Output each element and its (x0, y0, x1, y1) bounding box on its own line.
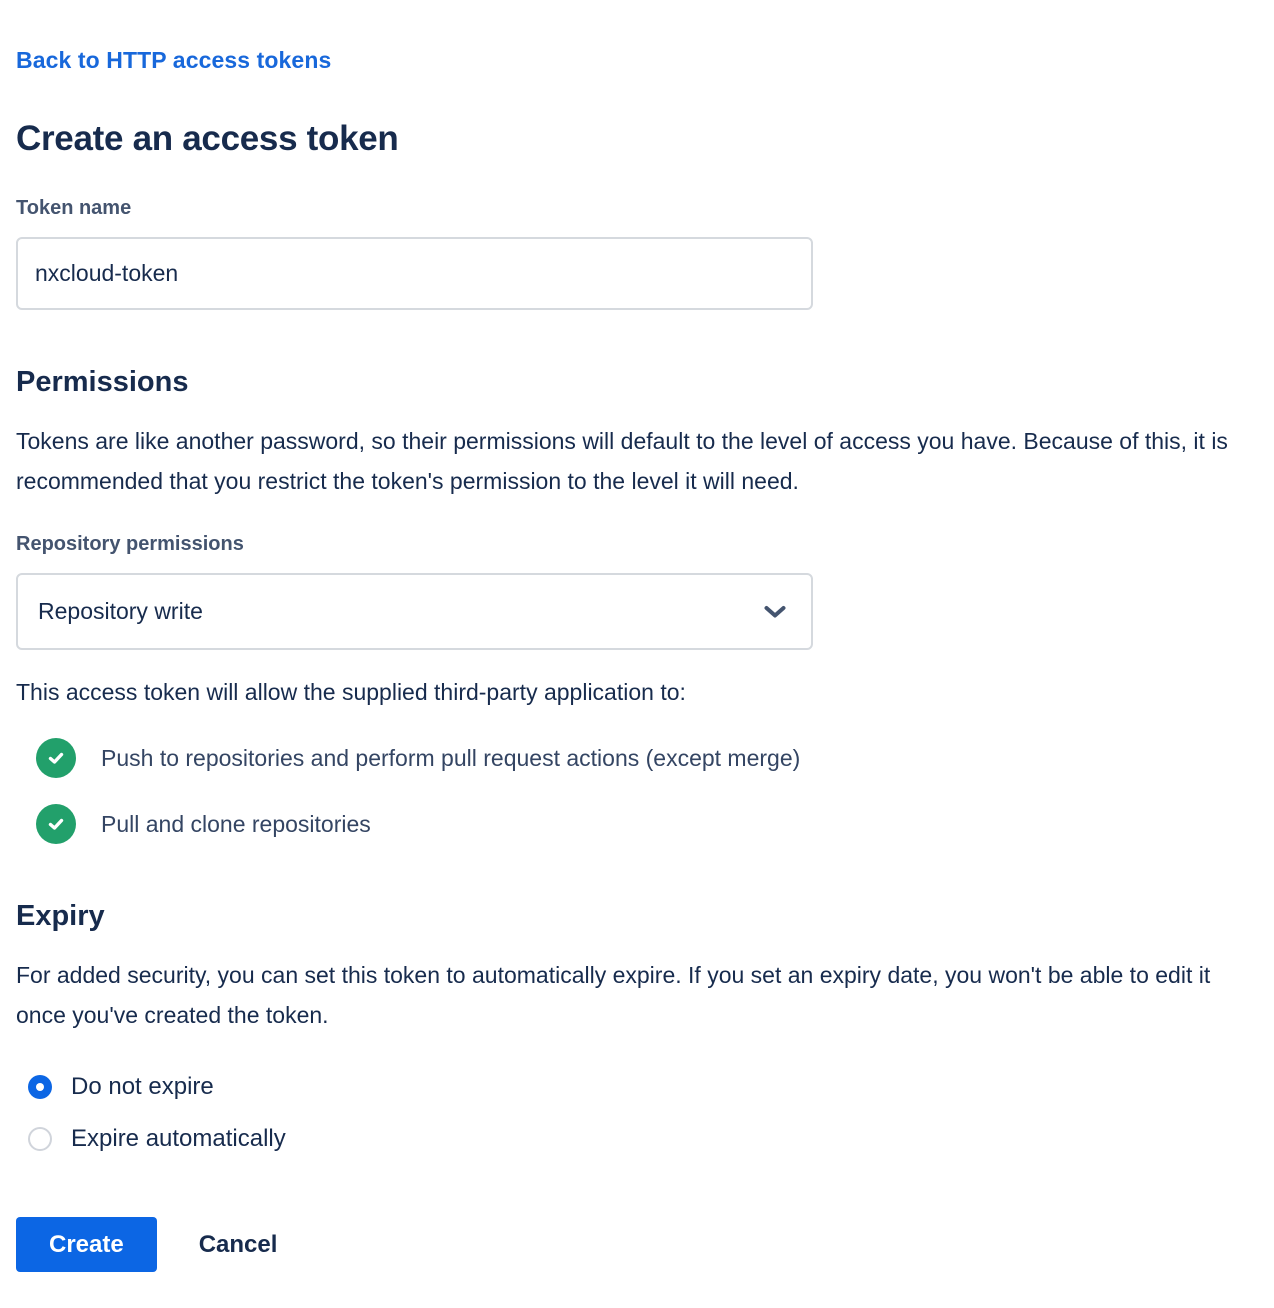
capability-item-push (36, 738, 1258, 778)
radio-option-label: Do not expire (71, 1073, 214, 1100)
radio-option-do-not-expire[interactable] (28, 1049, 1258, 1101)
expiry-description: For added security, you can set this token to automatically expire. If you set an expiry date, you won't be able to edit it once you've created the token. (16, 962, 1211, 1028)
expiry-radio-group (16, 1049, 1258, 1153)
check-circle-icon (36, 804, 76, 844)
create-button[interactable]: Create (16, 1217, 157, 1272)
check-circle-icon (36, 738, 76, 778)
permissions-heading: Permissions (16, 366, 189, 398)
page-title: Create an access token (16, 119, 399, 158)
radio-option-expire-automatically[interactable] (28, 1101, 1258, 1153)
back-to-http-access-tokens-link[interactable]: Back to HTTP access tokens (16, 47, 332, 73)
token-name-input[interactable] (16, 237, 813, 310)
token-name-label: Token name (16, 197, 132, 219)
capability-label: Pull and clone repositories (101, 810, 371, 837)
chevron-down-icon (764, 605, 786, 619)
repository-permissions-label: Repository permissions (16, 533, 244, 555)
permissions-description: Tokens are like another password, so their permissions will default to the level of access you have. Because of this, it is recommended that you restrict the token's permission to the level it will need. (16, 428, 1228, 494)
radio-selected-icon[interactable] (28, 1075, 52, 1099)
token-allow-intro: This access token will allow the supplied third-party application to: (16, 679, 686, 705)
expiry-heading: Expiry (16, 900, 105, 932)
repository-permissions-select[interactable] (16, 573, 813, 650)
capability-list (16, 738, 1258, 844)
capability-label: Push to repositories and perform pull request actions (except merge) (101, 744, 801, 771)
radio-option-label: Expire automatically (71, 1125, 286, 1152)
form-actions (16, 1217, 1258, 1272)
cancel-button[interactable]: Cancel (198, 1230, 278, 1258)
radio-unselected-icon[interactable] (28, 1127, 52, 1151)
capability-item-pull (36, 804, 1258, 844)
repository-permissions-selected-value: Repository write (38, 598, 203, 624)
